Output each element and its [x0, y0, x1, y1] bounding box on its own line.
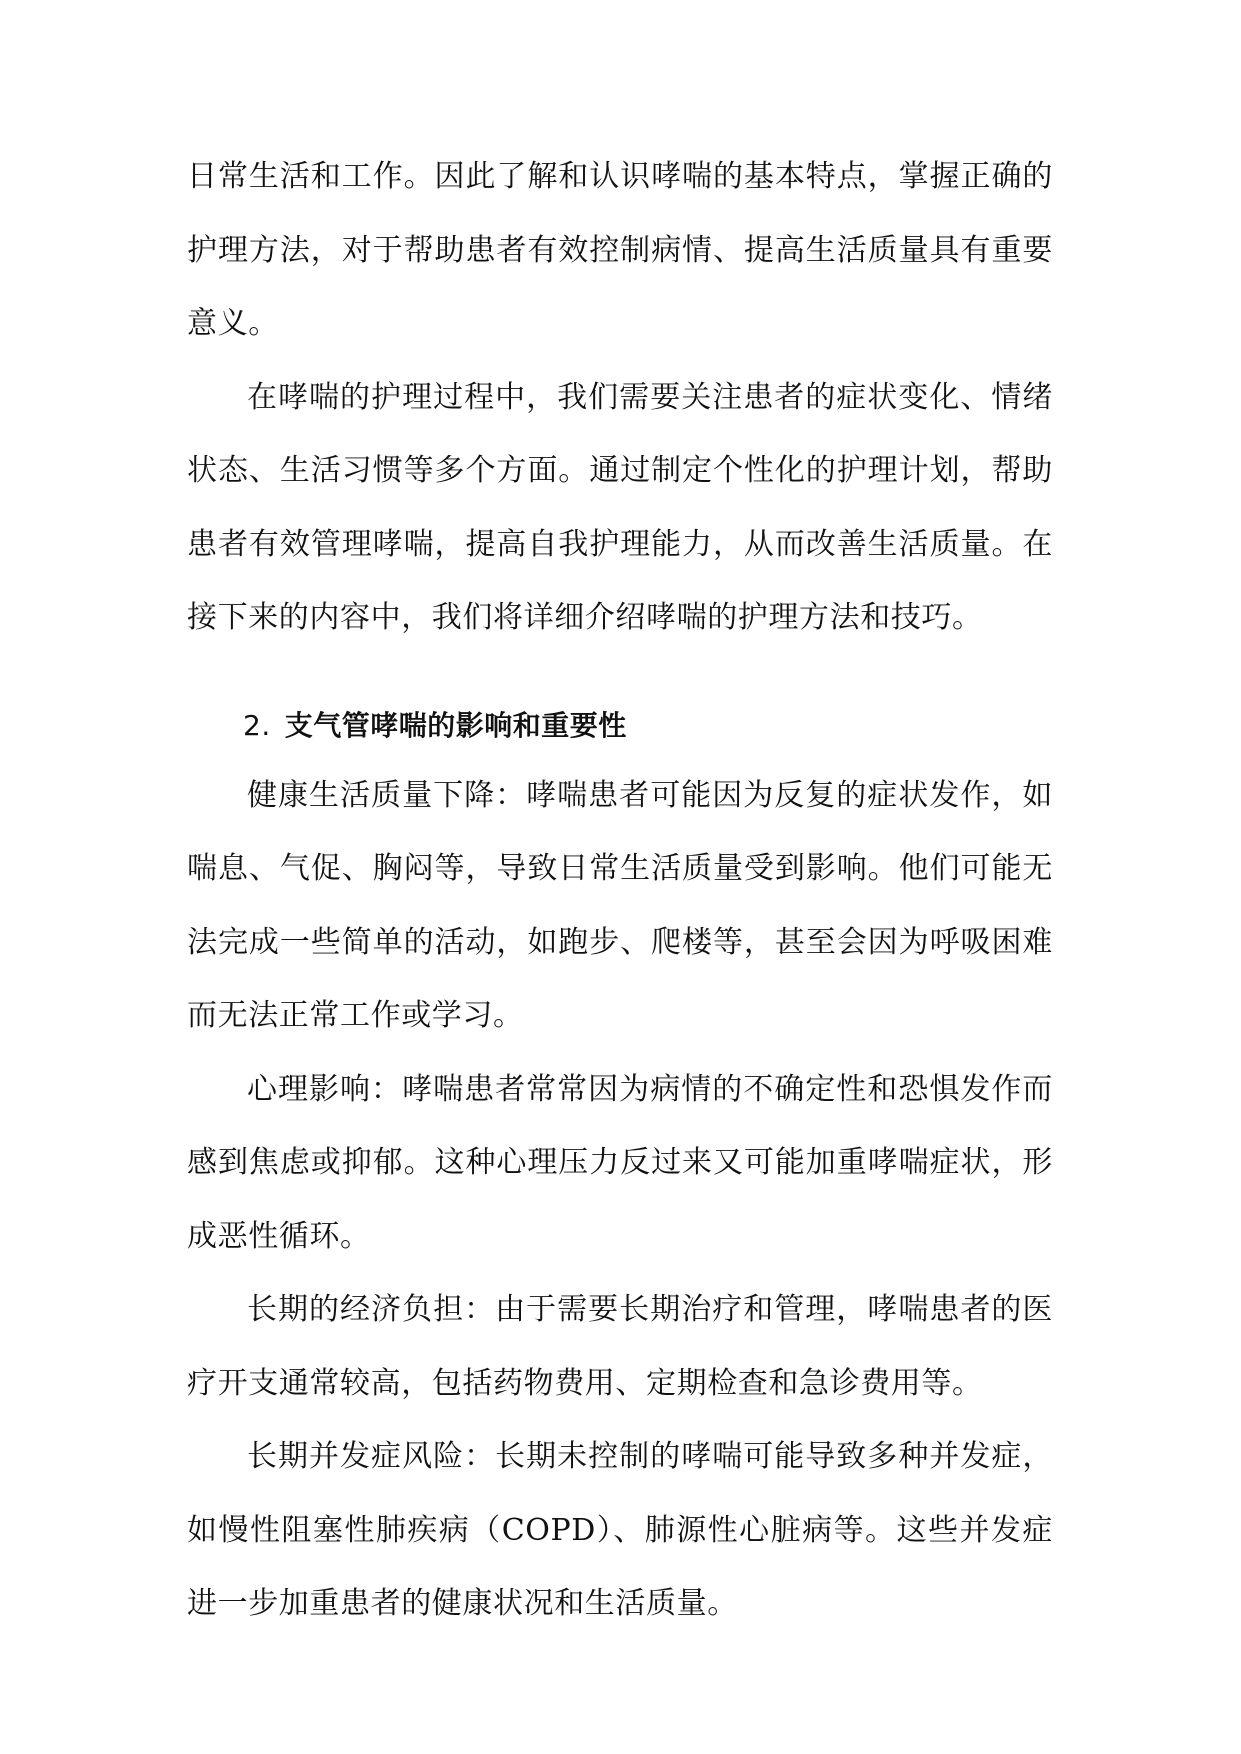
paragraph-continuation: 日常生活和工作。因此了解和认识哮喘的基本特点，掌握正确的护理方法，对于帮助患者有效控制病情、提高生活质量具有重要意义。: [187, 159, 1053, 341]
paragraph-complications-risk: 长期并发症风险：长期未控制的哮喘可能导致多种并发症，如慢性阻塞性肺疾病（COPD）、肺源性心脏病等。这些并发症进一步加重患者的健康状况和生活质量。: [187, 1439, 1053, 1621]
document-page: [187, 140, 1053, 1641]
section-title: 支气管哮喘的影响和重要性: [284, 708, 627, 742]
paragraph-economic-burden: 长期的经济负担：由于需要长期治疗和管理，哮喘患者的医疗开支通常较高，包括药物费用、定期检查和急诊费用等。: [187, 1292, 1053, 1401]
section-heading: [187, 655, 1053, 759]
paragraph-quality-of-life: 健康生活质量下降：哮喘患者可能因为反复的症状发作，如喘息、气促、胸闷等，导致日常生活质量受到影响。他们可能无法完成一些简单的活动，如跑步、爬楼等，甚至会因为呼吸困难而无法正常工作或学习。: [187, 777, 1053, 1033]
paragraph-psychological-impact: 心理影响：哮喘患者常常因为病情的不确定性和恐惧发作而感到焦虑或抑郁。这种心理压力反过来又可能加重哮喘症状，形成恶性循环。: [187, 1071, 1053, 1254]
section-number: 2.: [243, 708, 271, 742]
paragraph-nursing-process: 在哮喘的护理过程中，我们需要关注患者的症状变化、情绪状态、生活习惯等多个方面。通过制定个性化的护理计划，帮助患者有效管理哮喘，提高自我护理能力，从而改善生活质量。在接下来的内容中，我们将详细介绍哮喘的护理方法和技巧。: [187, 379, 1053, 635]
